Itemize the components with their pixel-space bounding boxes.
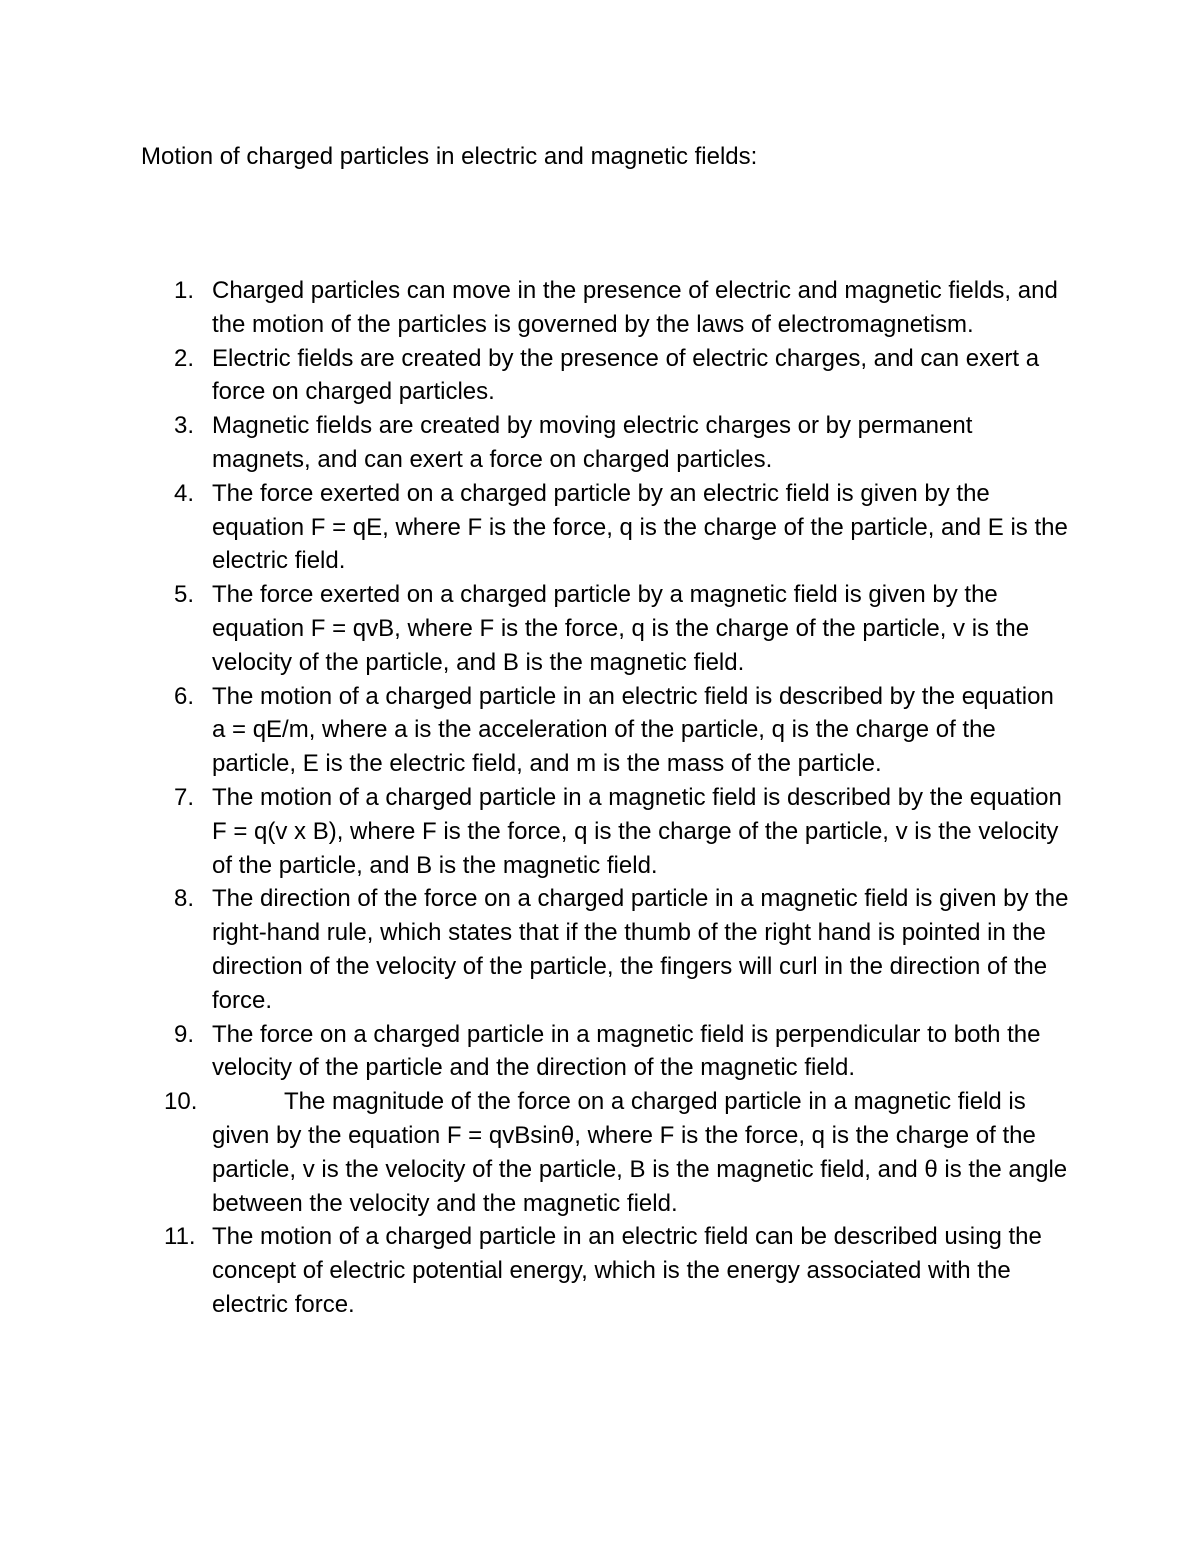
list-item-text: The motion of a charged particle in an electric field is described by the equation a = qE/m, where a is the acceleration of the particle, q is the charge of the particle, E is the electric field, and m is the mass of the particle. bbox=[212, 682, 1054, 778]
list-item-text: Charged particles can move in the presence of electric and magnetic fields, and the motion of the particles is governed by the laws of electromagnetism. bbox=[212, 277, 1058, 338]
numbered-list bbox=[0, 274, 1200, 1322]
list-item bbox=[0, 882, 1072, 1017]
list-item-text: Electric fields are created by the presence of electric charges, and can exert a force on charged particles. bbox=[212, 344, 1040, 406]
list-item bbox=[0, 1220, 1072, 1321]
list-item bbox=[0, 1018, 1072, 1086]
list-item-text: The magnitude of the force on a charged particle in a magnetic field is given by the equation F = qvBsinθ, where F is the force, q is the charge of the particle, v is the velocity of the particle, B is the magnetic field, and θ is the angle between the velocity and the magnetic field. bbox=[212, 1088, 1068, 1217]
list-item-text: The force exerted on a charged particle by a magnetic field is given by the equation F = qvB, where F is the force, q is the charge of the particle, v is the velocity of the particle, and B is the magnetic field. bbox=[212, 581, 1030, 676]
list-item bbox=[0, 409, 1072, 477]
list-item-number: 7. bbox=[174, 783, 195, 811]
list-item-text: The motion of a charged particle in a magnetic field is described by the equation F = q(v x B), where F is the force, q is the charge of the particle, v is the velocity of the particle, and B is the magnetic field. bbox=[212, 783, 1062, 879]
list-item-number: 11. bbox=[164, 1223, 196, 1251]
list-item-text: The direction of the force on a charged particle in a magnetic field is given by the right-hand rule, which states that if the thumb of the right hand is pointed in the direction of the velocity of the particle, the fingers will curl in the direction of the force. bbox=[212, 885, 1069, 1014]
list-item bbox=[0, 781, 1072, 882]
list-item bbox=[0, 1085, 1072, 1220]
list-item-number: 2. bbox=[174, 344, 195, 372]
list-item bbox=[0, 578, 1072, 679]
list-item-text: The force on a charged particle in a magnetic field is perpendicular to both the velocity of the particle and the direction of the magnetic field. bbox=[212, 1020, 1041, 1082]
list-item bbox=[0, 274, 1072, 342]
list-item-number: 8. bbox=[174, 885, 195, 913]
list-item-number: 1. bbox=[174, 277, 195, 304]
list-item-text: Magnetic fields are created by moving electric charges or by permanent magnets, and can exert a force on charged particles. bbox=[212, 412, 973, 473]
list-item-text: The force exerted on a charged particle by an electric field is given by the equation F = qE, where F is the force, q is the charge of the particle, and E is the electric field. bbox=[212, 479, 1068, 575]
list-item bbox=[0, 680, 1072, 781]
list-item-number: 9. bbox=[174, 1020, 195, 1048]
list-item-number: 6. bbox=[174, 682, 195, 710]
list-item-number: 5. bbox=[174, 581, 195, 609]
list-item-number: 10. bbox=[164, 1088, 198, 1116]
list-item bbox=[0, 477, 1072, 578]
list-item bbox=[0, 342, 1072, 410]
document-title: Motion of charged particles in electric and magnetic fields: bbox=[141, 143, 758, 170]
list-item-text: The motion of a charged particle in an electric field can be described using the concept of electric potential energy, which is the energy associated with the electric force. bbox=[212, 1223, 1042, 1318]
list-item-number: 3. bbox=[174, 412, 195, 440]
list-item-number: 4. bbox=[174, 479, 195, 507]
